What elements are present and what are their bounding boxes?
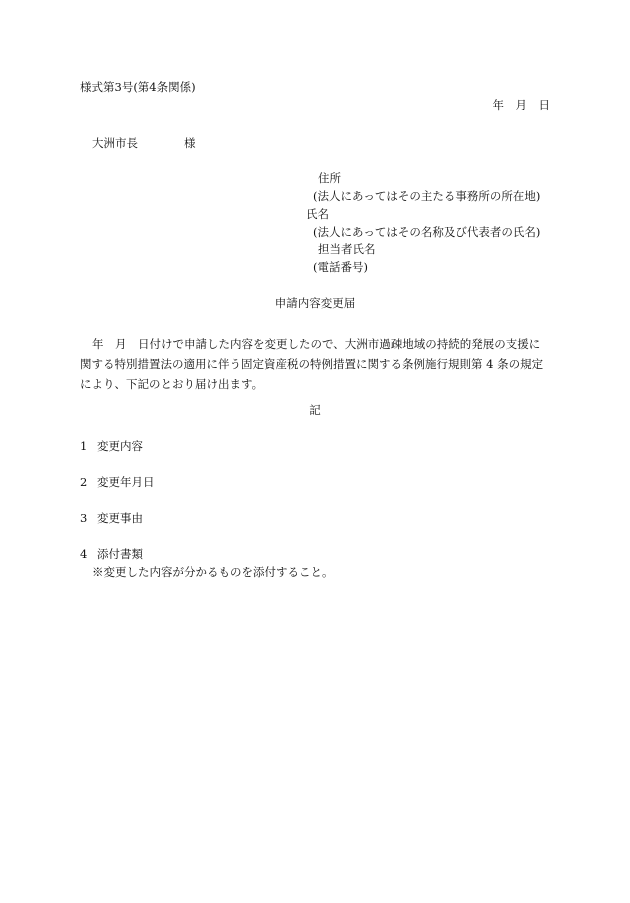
addressee-honorific: 様 <box>184 136 196 150</box>
document-title: 申請内容変更届 <box>274 296 356 310</box>
date-line: 年 月 日 <box>492 98 550 112</box>
phone-label: (電話番号) <box>313 260 368 274</box>
item-label: 変更年月日 <box>97 475 155 489</box>
item-label: 変更事由 <box>97 511 143 525</box>
body-line: により、下記のとおり届け出ます。 <box>80 377 264 391</box>
ki-heading: 記 <box>309 403 321 417</box>
form-number: 様式第3号(第4条関係) <box>80 80 196 94</box>
item-label: 変更内容 <box>97 439 143 453</box>
addressee-name: 大洲市長 <box>92 136 138 150</box>
item-number: 3 <box>80 511 88 525</box>
person-label: 担当者氏名 <box>318 242 376 256</box>
body-line: 関する特別措置法の適用に伴う固定資産税の特例措置に関する条例施行規則第 4 条の規定 <box>80 357 544 371</box>
item-number: 4 <box>80 547 88 561</box>
item-number: 1 <box>80 439 88 453</box>
body-paragraph <box>80 334 558 394</box>
name-note: (法人にあってはその名称及び代表者の氏名) <box>313 225 541 239</box>
address-note: (法人にあってはその主たる事務所の所在地) <box>313 189 541 203</box>
body-line: 年 月 日付けで申請した内容を変更したので、大洲市過疎地域の持続的発展の支援に <box>92 337 541 351</box>
name-label: 氏名 <box>306 207 329 221</box>
attachment-note: ※変更した内容が分かるものを添付すること。 <box>92 565 334 579</box>
address-label: 住所 <box>318 171 341 185</box>
item-number: 2 <box>80 475 88 489</box>
item-label: 添付書類 <box>97 547 143 561</box>
